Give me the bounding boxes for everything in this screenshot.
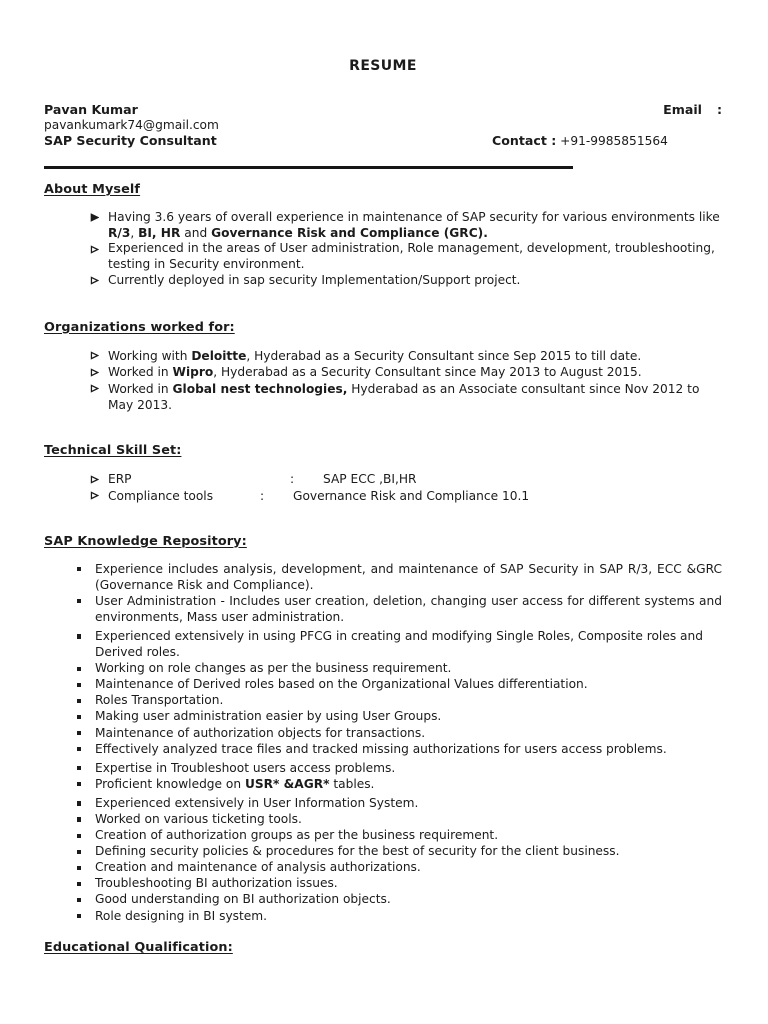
list-item-text: Worked on various ticketing tools.: [95, 811, 302, 826]
square-bullet-icon: [77, 843, 95, 854]
square-bullet-icon: [77, 760, 95, 771]
list-item-text: Effectively analyzed trace files and tracked missing authorizations for users access problems.: [95, 741, 667, 756]
list-item: [77, 628, 722, 660]
list-item-text: Worked in Wipro, Hyderabad as a Security Consultant since May 2013 to August 2015.: [108, 365, 642, 380]
list-item-text: Worked in Global nest technologies, Hyderabad as an Associate consultant since Nov 2012 to May 2013.: [108, 381, 700, 412]
list-item: [77, 741, 722, 757]
about-list: [44, 210, 722, 289]
list-item-text: Experienced extensively in using PFCG in creating and modifying Single Roles, Composite roles and Derived roles.: [95, 628, 703, 660]
square-bullet-icon: [77, 811, 95, 822]
section-technical-skills: [44, 443, 722, 504]
list-item-text: Creation of authorization groups as per the business requirement.: [95, 828, 499, 843]
list-item: [77, 859, 722, 875]
list-item: [77, 776, 722, 792]
arrow-bullet-icon: [90, 364, 108, 377]
list-item: [77, 891, 722, 907]
section-about: [44, 182, 722, 289]
document-title: RESUME: [349, 58, 417, 74]
list-item-text: Experienced extensively in User Information System.: [95, 795, 419, 810]
candidate-role: SAP Security Consultant: [44, 133, 217, 149]
list-item: [77, 843, 722, 859]
list-item: [77, 795, 722, 811]
list-item: [77, 676, 722, 692]
arrow-bullet-icon: [90, 381, 108, 394]
list-item-text: Creation and maintenance of analysis authorizations.: [95, 860, 421, 875]
section-heading-organizations: Organizations worked for:: [44, 319, 235, 335]
list-item: [77, 827, 722, 843]
list-item: [77, 875, 722, 891]
list-item: [90, 364, 722, 380]
section-knowledge-repository: [44, 534, 722, 924]
list-item: [90, 241, 722, 273]
email-label: Email: [663, 102, 702, 117]
list-item: [90, 381, 722, 414]
list-item-text: Experienced in the areas of User administration, Role management, development, troubleshooting, testing in Security environment.: [108, 241, 715, 272]
knowledge-list: [44, 561, 722, 924]
square-bullet-icon: [77, 908, 95, 919]
header-row-name: [44, 102, 722, 118]
section-heading-skills: Technical Skill Set:: [44, 443, 182, 459]
list-item: [77, 692, 722, 708]
square-bullet-icon: [77, 708, 95, 719]
list-item-text: Maintenance of Derived roles based on the Organizational Values differentiation.: [95, 677, 588, 692]
square-bullet-icon: [77, 725, 95, 736]
square-bullet-icon: [77, 891, 95, 902]
list-item-text: Maintenance of authorization objects for transactions.: [95, 725, 426, 740]
list-item: [77, 811, 722, 827]
list-item: [90, 273, 722, 289]
list-item: [77, 593, 722, 625]
list-item-text: Having 3.6 years of overall experience in maintenance of SAP security for various environments like R/3, BI, HR and Governance Risk and Compliance (GRC).: [108, 209, 720, 240]
list-item: [77, 725, 722, 741]
list-item: [90, 210, 722, 242]
square-bullet-icon: [77, 859, 95, 870]
list-item: [77, 708, 722, 724]
square-bullet-icon: [77, 692, 95, 703]
arrow-bullet-icon: [90, 273, 108, 286]
square-bullet-icon: [77, 741, 95, 752]
list-item-text: Currently deployed in sap security Implementation/Support project.: [108, 272, 521, 287]
square-bullet-icon: [77, 628, 95, 639]
list-item-text: Making user administration easier by using User Groups.: [95, 709, 442, 724]
email-label-wrap: [663, 102, 722, 118]
square-bullet-icon: [77, 593, 95, 604]
list-item-text: Defining security policies & procedures for the best of security for the client business.: [95, 844, 620, 859]
square-bullet-icon: [77, 776, 95, 787]
section-heading-education: Educational Qualification:: [44, 939, 233, 955]
list-item-text: Experience includes analysis, development, and maintenance of SAP Security in SAP R/3, ECC &GRC (Governance Risk and Compliance).: [95, 561, 722, 592]
section-organizations: [44, 320, 722, 414]
email-address: pavankumark74@gmail.com: [44, 117, 219, 132]
list-item-text: Troubleshooting BI authorization issues.: [95, 876, 338, 891]
list-item: [77, 908, 722, 924]
skill-colon: :: [290, 472, 295, 487]
square-bullet-icon: [77, 795, 95, 806]
list-item: [77, 561, 722, 593]
list-item-text: Good understanding on BI authorization objects.: [95, 892, 391, 907]
organizations-list: [44, 348, 722, 414]
section-education: [44, 940, 722, 955]
section-heading-knowledge: SAP Knowledge Repository:: [44, 533, 247, 549]
square-bullet-icon: [77, 827, 95, 838]
list-item: [77, 660, 722, 676]
square-bullet-icon: [77, 676, 95, 687]
list-item-text: Working with Deloitte, Hyderabad as a Security Consultant since Sep 2015 to till date.: [108, 348, 642, 363]
contact-wrap: [492, 133, 668, 150]
arrow-bullet-icon: [90, 471, 108, 484]
email-colon: :: [716, 102, 722, 117]
contact-block: [44, 102, 722, 150]
arrow-bullet-icon: [90, 210, 108, 223]
contact-value: +91-9985851564: [560, 134, 668, 149]
square-bullet-icon: [77, 561, 95, 572]
skills-list: [44, 471, 722, 504]
header-row-role: [44, 133, 722, 150]
header-row-email: [44, 118, 722, 134]
square-bullet-icon: [77, 875, 95, 886]
arrow-bullet-icon: [90, 241, 108, 254]
list-item-text: Working on role changes as per the business requirement.: [95, 661, 452, 676]
candidate-name: Pavan Kumar: [44, 102, 138, 117]
list-item-text: Roles Transportation.: [95, 693, 224, 708]
skill-colon: :: [260, 488, 265, 503]
list-item-text: User Administration - Includes user creation, deletion, changing user access for different systems and environments, Mass user administration.: [95, 593, 722, 624]
skill-label: Compliance tools: [108, 488, 214, 503]
square-bullet-icon: [77, 660, 95, 671]
section-heading-about: About Myself: [44, 181, 141, 197]
skill-value: SAP ECC ,BI,HR: [323, 472, 417, 487]
arrow-bullet-icon: [90, 348, 108, 361]
skill-row: [90, 471, 722, 488]
arrow-bullet-icon: [90, 488, 108, 501]
skill-row: [90, 488, 722, 505]
list-item-text: Proficient knowledge on USR* &AGR* tables.: [95, 776, 375, 791]
list-item-text: Expertise in Troubleshoot users access problems.: [95, 760, 396, 775]
contact-label: Contact :: [492, 133, 557, 149]
list-item: [90, 348, 722, 364]
skill-label: ERP: [108, 472, 132, 487]
list-item: [77, 760, 722, 776]
list-item-text: Role designing in BI system.: [95, 908, 268, 923]
header-divider-line: [44, 166, 573, 169]
skill-value: Governance Risk and Compliance 10.1: [293, 488, 530, 503]
